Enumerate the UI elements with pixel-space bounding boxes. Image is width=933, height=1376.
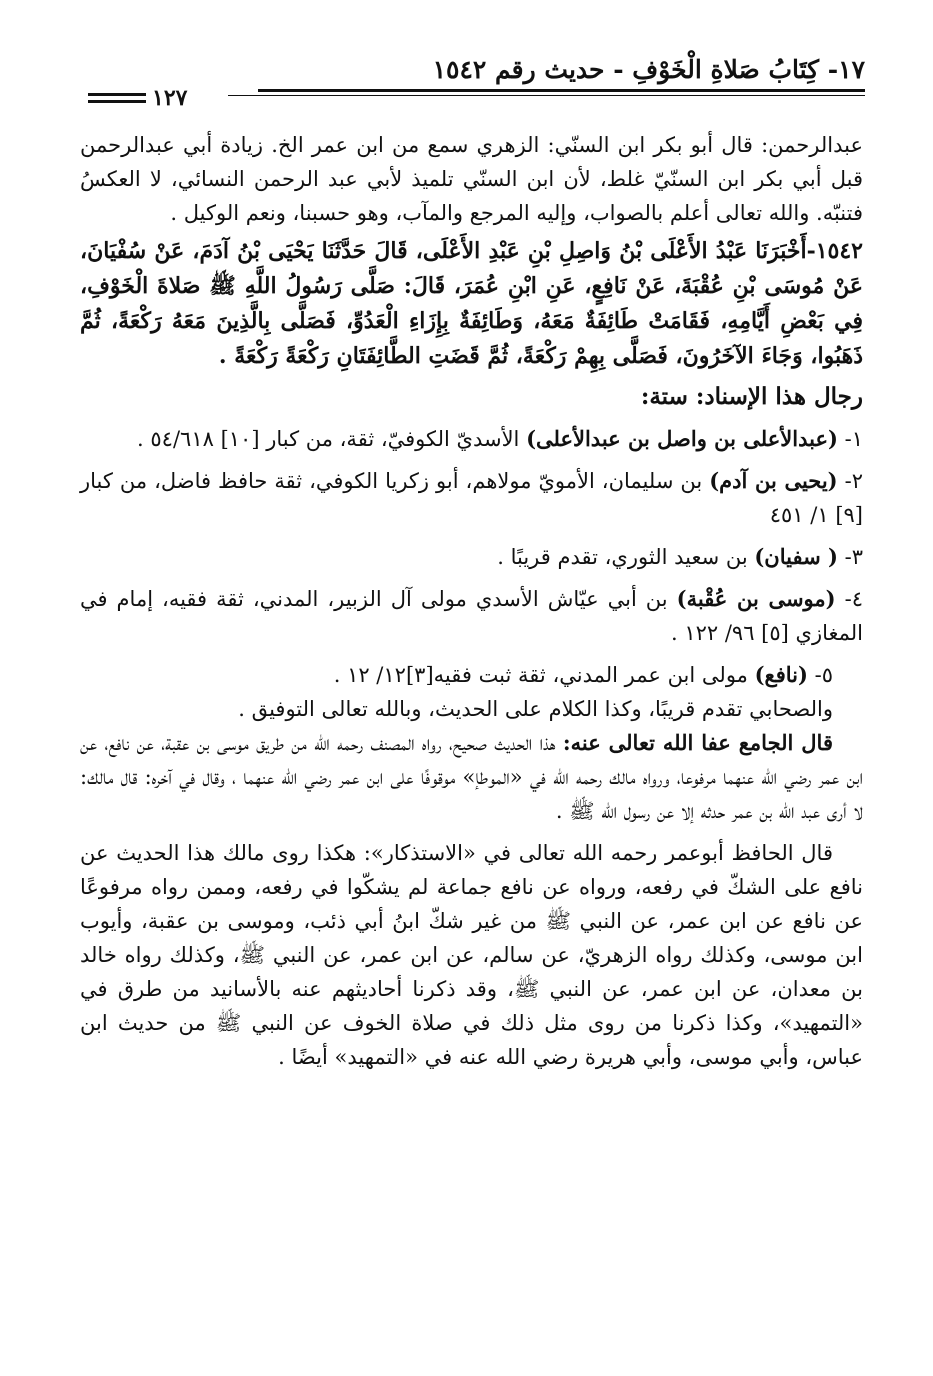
narrator-name: (يحيى بن آدم)	[709, 468, 838, 493]
narrator-item	[80, 582, 863, 650]
commentary-paragraph: عبدالرحمن: قال أبو بكر ابن السنّي: الزهري سمع من ابن عمر الخ. زيادة أبي عبدالرحمن قبل أبي بكر ابن السنّيّ غلط، لأن ابن السنّي تلميذ لأبي عبد الرحمن النسائي، لا العكسُ فتنبّه. والله تعالى أعلم بالصواب، وإليه المرجع والمآب، وهو حسبنا، ونعم الوكيل .	[80, 133, 863, 225]
narrator-number: ٤-	[835, 587, 863, 611]
sahabi-note: والصحابي تقدم قريبًا، وكذا الكلام على الحديث، وبالله تعالى التوفيق .	[238, 697, 833, 721]
page-number-rule-bottom	[88, 100, 146, 103]
jami-text: هذا الحديث صحيح، رواه المصنف رحمه الله من طريق موسى بن عقبة، عن نافع، عن ابن عمر رضي الله عنهما مرفوعا، ورواه مالك رحمه الله في «الموطإ» موقوفًا على ابن عمر رضي الله عنهما ، وقال في آخره: قال مالك: لا أرى عبد الله بن عمر حدثه إلا عن رسول الله ﷺ .	[80, 731, 863, 823]
narrator-item	[80, 464, 863, 532]
narrator-number: ٣-	[837, 545, 863, 569]
header-rule	[258, 89, 865, 92]
jami-lead: قال الجامع عفا الله تعالى عنه:	[562, 730, 833, 755]
page-number-rule-top	[88, 93, 146, 96]
chapter-title: ١٧- كِتَابُ صَلاةِ الْخَوْفِ - حديث رقم ١٥٤٢	[432, 55, 865, 84]
narrator-name: (موسى بن عُقْبة)	[676, 586, 836, 611]
narrators-heading: رجال هذا الإسناد: ستة:	[640, 383, 863, 410]
narrator-name: (نافع)	[754, 662, 808, 687]
narrator-item	[80, 540, 863, 574]
page-number: ١٢٧	[152, 85, 188, 111]
narrator-name: (عبدالأعلى بن واصل بن عبدالأعلى)	[526, 426, 838, 451]
narrator-details: بن سعيد الثوري، تقدم قريبًا .	[497, 545, 755, 569]
narrator-details: الأسديّ الكوفيّ، ثقة، من كبار [١٠] ٥٤/٦١٨ .	[137, 427, 527, 451]
jami-paragraph	[80, 726, 863, 828]
hadith-text: ١٥٤٢-أَخْبَرَنَا عَبْدُ الأَعْلَى بْنُ وَاصِلِ بْنِ عَبْدِ الأَعْلَى، قَالَ حَدَّثَنَا يَحْيَى بْنُ آدَمَ، عَنْ سُفْيَانَ، عَنْ مُوسَى بْنِ عُقْبَةَ، عَنْ نَافِعٍ، عَنِ ابْنِ عُمَرَ، قَالَ: صَلَّى رَسُولُ اللَّهِ ﷺ صَلاةَ الْخَوْفِ، فِي بَعْضِ أَيَّامِهِ، فَقَامَتْ طَائِفَةٌ مَعَهُ، وَطَائِفَةٌ بِإِزَاءِ الْعَدُوِّ، فَصَلَّى بِالَّذِينَ مَعَهُ رَكْعَةً، ثُمَّ ذَهَبُوا، وَجَاءَ الآخَرُونَ، فَصَلَّى بِهِمْ رَكْعَةً، ثُمَّ قَضَتِ الطَّائِفَتَانِ رَكْعَةً رَكْعَةً .	[80, 238, 863, 369]
narrator-name: ( سفيان)	[754, 544, 838, 569]
header-rule-thin	[228, 95, 865, 96]
page-content	[80, 128, 863, 1074]
narrator-details: بن سليمان، الأمويّ مولاهم، أبو زكريا الكوفي، ثقة حافظ فاضل، من كبار [٩] ١/ ٤٥١	[80, 469, 863, 527]
narrator-item	[80, 422, 863, 456]
narrator-number: ٥-	[807, 663, 833, 687]
narrator-details: مولى ابن عمر المدني، ثقة ثبت فقيه[٣]١٢/ ١٢ .	[333, 663, 755, 687]
narrator-item	[80, 658, 863, 692]
narrator-details: بن أبي عيّاش الأسدي مولى آل الزبير، المدني، ثقة فقيه، إمام في المغازي [٥] ٩٦/ ١٢٢ .	[80, 587, 863, 645]
narrator-number: ٢-	[837, 469, 863, 493]
hafiz-paragraph: قال الحافظ أبوعمر رحمه الله تعالى في «الاستذكار»: هكذا روى مالك هذا الحديث عن نافع على الشكّ في رفعه، ورواه عن نافع جماعة لم يشكّوا في رفعه، وممن رواه مرفوعًا عن نافع عن ابن عمر، عن النبي ﷺ من غير شكّ ابنُ أبي ذئب، وموسى بن عقبة، وأيوب ابن موسى، وكذلك رواه الزهريّ، عن سالم، عن ابن عمر، عن النبي ﷺ، وكذلك رواه خالد بن معدان، عن ابن عمر، عن النبي ﷺ، وقد ذكرنا أحاديثهم عنه بالأسانيد من طرق في «التمهيد»، وكذا ذكرنا من روى مثل ذلك في صلاة الخوف عن النبي ﷺ من حديث ابن عباس، وأبي موسى، وأبي هريرة رضي الله عنه في «التمهيد» أيضًا .	[80, 841, 863, 1069]
narrator-number: ١-	[837, 427, 863, 451]
page-header	[88, 55, 865, 113]
